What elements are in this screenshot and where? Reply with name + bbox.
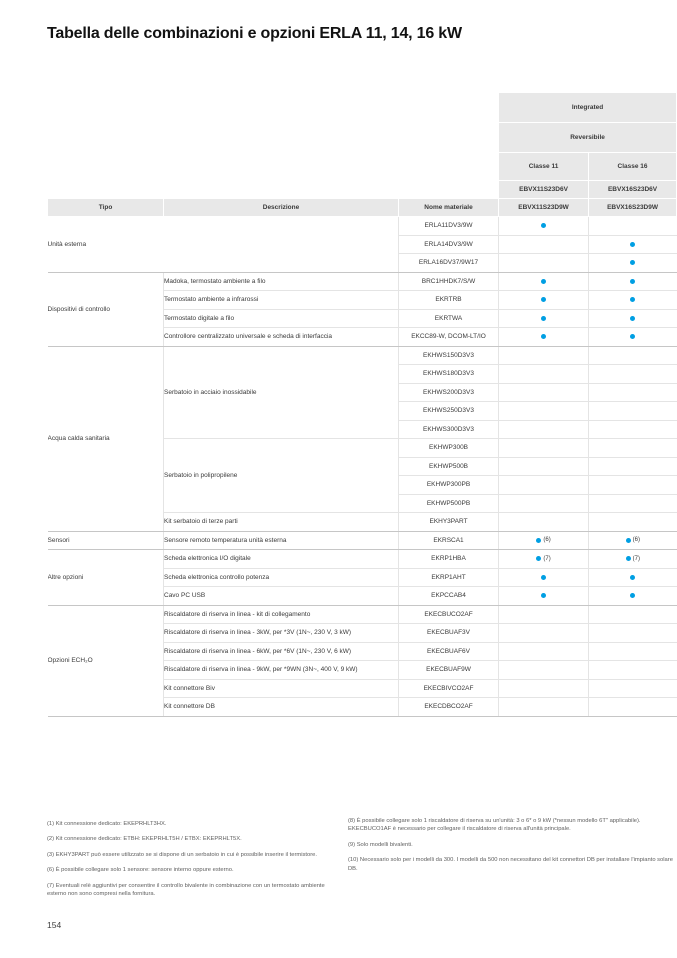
availability-cell [589, 328, 677, 347]
description-cell: Madoka, termostato ambiente a filo [164, 272, 399, 291]
availability-cell [499, 291, 589, 310]
availability-dot-icon [630, 575, 635, 580]
availability-cell [589, 698, 677, 717]
availability-dot-icon [541, 297, 546, 302]
header-nome-materiale: Nome materiale [399, 199, 499, 217]
availability-cell [499, 402, 589, 421]
description-cell: Kit connettore Biv [164, 679, 399, 698]
availability-dot-icon [541, 223, 546, 228]
footnote: (3) EKHY3PART può essere utilizzato se si dispone di un serbatoio in cui è possibile inserire il termistore. [47, 851, 318, 858]
availability-cell [499, 439, 589, 458]
table-row [48, 346, 677, 365]
availability-dot-icon [541, 593, 546, 598]
availability-cell [499, 587, 589, 606]
material-name-cell: EKHWS180D3V3 [399, 365, 499, 384]
availability-cell [589, 272, 677, 291]
availability-cell [589, 457, 677, 476]
material-name-cell: EKHWP300B [399, 439, 499, 458]
availability-note: (7) [543, 555, 551, 562]
material-name-cell: EKCC89-W, DCOM-LT/IO [399, 328, 499, 347]
availability-note: (6) [543, 537, 551, 544]
description-cell: Riscaldatore di riserva in linea - 9kW, per *9WN (3N~, 400 V, 9 kW) [164, 661, 399, 680]
availability-cell [589, 642, 677, 661]
material-name-cell: EKECBUAF9W [399, 661, 499, 680]
table-row [48, 550, 677, 569]
material-name-cell: EKECDBCO2AF [399, 698, 499, 717]
table-row [48, 531, 677, 550]
availability-dot-icon [630, 279, 635, 284]
availability-dot-icon [536, 556, 541, 561]
availability-cell [499, 235, 589, 254]
availability-note: (7) [632, 555, 640, 562]
availability-cell [499, 383, 589, 402]
material-name-cell: EKRP1AHT [399, 568, 499, 587]
availability-cell [589, 531, 677, 550]
description-cell: Serbatoio in acciaio inossidabile [164, 346, 399, 439]
availability-cell [499, 476, 589, 495]
availability-cell [589, 420, 677, 439]
availability-cell [499, 328, 589, 347]
availability-cell [589, 476, 677, 495]
availability-cell [589, 624, 677, 643]
material-name-cell: EKECBIVCO2AF [399, 679, 499, 698]
footnote: (8) È possibile collegare solo 1 riscaldatore di riserva su un'unità: 3 o 6* o 9 kW (*nessun modello 6T" applicabile). EKECBUCO1AF è necessario per collegare il riscaldatore di riserva all'unità principale. [348, 818, 641, 833]
tipo-group-cell: Acqua calda sanitaria [48, 346, 164, 531]
availability-cell [499, 217, 589, 236]
availability-dot-icon [630, 242, 635, 247]
tipo-group-cell: Dispositivi di controllo [48, 272, 164, 346]
availability-cell [589, 661, 677, 680]
material-name-cell: EKHWP500B [399, 457, 499, 476]
availability-cell [589, 605, 677, 624]
availability-dot-icon [626, 556, 631, 561]
header-classe-16: Classe 16 [589, 153, 677, 181]
material-name-cell: EKRTWA [399, 309, 499, 328]
material-name-cell: EKPCCAB4 [399, 587, 499, 606]
header-descrizione: Descrizione [164, 199, 399, 217]
availability-cell [499, 624, 589, 643]
tipo-group-cell: Opzioni ECH₂O [48, 605, 164, 716]
availability-dot-icon [630, 260, 635, 265]
page-title: Tabella delle combinazioni e opzioni ERLA 11, 14, 16 kW [47, 25, 462, 42]
tipo-group-cell: Sensori [48, 531, 164, 550]
header-reversibile: Reversibile [499, 123, 677, 153]
table-row [48, 605, 677, 624]
availability-dot-icon [630, 316, 635, 321]
tipo-group-cell: Unità esterna [48, 217, 399, 273]
table-row [48, 272, 677, 291]
availability-cell [499, 254, 589, 273]
table-header-row [48, 199, 677, 217]
availability-cell [589, 587, 677, 606]
footnote: (10) Necessario solo per i modelli da 300. I modelli da 500 non necessitano del kit connettori DB per installare l'impianto solare DB. [348, 857, 673, 872]
material-name-cell: EKHWS300D3V3 [399, 420, 499, 439]
material-name-cell: EKHWS250D3V3 [399, 402, 499, 421]
material-name-cell: EKECBUAF6V [399, 642, 499, 661]
availability-cell [589, 568, 677, 587]
availability-cell [589, 254, 677, 273]
availability-dot-icon [541, 334, 546, 339]
availability-cell [589, 383, 677, 402]
footnote: (9) Solo modelli bivalenti. [348, 841, 413, 848]
availability-cell [499, 661, 589, 680]
availability-cell [589, 439, 677, 458]
availability-cell [499, 365, 589, 384]
availability-cell [499, 568, 589, 587]
footnote: (6) È possibile collegare solo 1 sensore: sensore interno oppure esterno. [47, 867, 234, 874]
tipo-group-cell: Altre opzioni [48, 550, 164, 606]
description-cell: Riscaldatore di riserva in linea - 3kW, per *3V (1N~, 230 V, 3 kW) [164, 624, 399, 643]
availability-cell [499, 679, 589, 698]
availability-cell [499, 457, 589, 476]
table-row [48, 217, 677, 236]
availability-cell [589, 217, 677, 236]
availability-dot-icon [541, 279, 546, 284]
page-number: 154 [47, 920, 62, 930]
material-name-cell: EKHWS150D3V3 [399, 346, 499, 365]
footnote: (7) Eventuali relè aggiuntivi per consentire il controllo bivalente in combinazione con un termostato ambiente esterno non sono compresi nella fornitura. [47, 882, 325, 897]
description-cell: Scheda elettronica controllo potenza [164, 568, 399, 587]
material-name-cell: EKHWS200D3V3 [399, 383, 499, 402]
description-cell: Sensore remoto temperatura unità esterna [164, 531, 399, 550]
description-cell: Riscaldatore di riserva in linea - 6kW, per *6V (1N~, 230 V, 6 kW) [164, 642, 399, 661]
header-model-11-d6v: EBVX11S23D6V [499, 181, 589, 199]
combinations-table [47, 92, 677, 717]
availability-dot-icon [630, 593, 635, 598]
availability-cell [499, 420, 589, 439]
header-model-16-d9w: EBVX16S23D9W [589, 199, 677, 217]
description-cell: Scheda elettronica I/O digitale [164, 550, 399, 569]
availability-dot-icon [626, 538, 631, 543]
availability-cell [589, 494, 677, 513]
availability-cell [589, 513, 677, 532]
material-name-cell: EKECBUAF3V [399, 624, 499, 643]
description-cell: Termostato ambiente a infrarossi [164, 291, 399, 310]
header-spacer [48, 93, 499, 199]
material-name-cell: ERLA14DV3/9W [399, 235, 499, 254]
availability-cell [589, 235, 677, 254]
table-row [48, 93, 677, 123]
header-tipo: Tipo [48, 199, 164, 217]
material-name-cell: ERLA16DV37/9W17 [399, 254, 499, 273]
footnotes-right [348, 817, 677, 880]
description-cell: Riscaldatore di riserva in linea - kit di collegamento [164, 605, 399, 624]
header-model-16-d6v: EBVX16S23D6V [589, 181, 677, 199]
description-cell: Termostato digitale a filo [164, 309, 399, 328]
availability-cell [499, 642, 589, 661]
material-name-cell: EKHY3PART [399, 513, 499, 532]
availability-cell [589, 309, 677, 328]
description-cell: Cavo PC USB [164, 587, 399, 606]
availability-cell [499, 698, 589, 717]
material-name-cell: EKRP1HBA [399, 550, 499, 569]
availability-dot-icon [630, 334, 635, 339]
availability-cell [499, 550, 589, 569]
availability-cell [589, 365, 677, 384]
material-name-cell: EKRSCA1 [399, 531, 499, 550]
availability-cell [499, 309, 589, 328]
material-name-cell: EKRTRB [399, 291, 499, 310]
availability-cell [499, 346, 589, 365]
material-name-cell: BRC1HHDK7/S/W [399, 272, 499, 291]
availability-dot-icon [541, 316, 546, 321]
availability-cell [589, 346, 677, 365]
availability-cell [499, 513, 589, 532]
availability-cell [589, 291, 677, 310]
availability-cell [589, 550, 677, 569]
availability-dot-icon [541, 575, 546, 580]
description-cell: Kit serbatoio di terze parti [164, 513, 399, 532]
availability-cell [499, 531, 589, 550]
availability-dot-icon [536, 538, 541, 543]
header-classe-11: Classe 11 [499, 153, 589, 181]
footnote: (2) Kit connessione dedicato: ETBH: EKEPRHLT5H / ETBX: EKEPRHLT5X. [47, 836, 242, 843]
availability-note: (6) [632, 537, 640, 544]
availability-dot-icon [630, 297, 635, 302]
availability-cell [589, 402, 677, 421]
availability-cell [589, 679, 677, 698]
header-model-11-d9w: EBVX11S23D9W [499, 199, 589, 217]
material-name-cell: EKHWP300PB [399, 476, 499, 495]
availability-cell [499, 272, 589, 291]
availability-cell [499, 494, 589, 513]
footnote: (1) Kit connessione dedicato: EKEPRHLT3HX. [47, 821, 167, 827]
availability-cell [499, 605, 589, 624]
material-name-cell: EKECBUCO2AF [399, 605, 499, 624]
footnotes-left [47, 820, 343, 905]
header-integrated: Integrated [499, 93, 677, 123]
description-cell: Controllore centralizzato universale e scheda di interfaccia [164, 328, 399, 347]
description-cell: Kit connettore DB [164, 698, 399, 717]
description-cell: Serbatoio in polipropilene [164, 439, 399, 513]
material-name-cell: EKHWP500PB [399, 494, 499, 513]
material-name-cell: ERLA11DV3/9W [399, 217, 499, 236]
